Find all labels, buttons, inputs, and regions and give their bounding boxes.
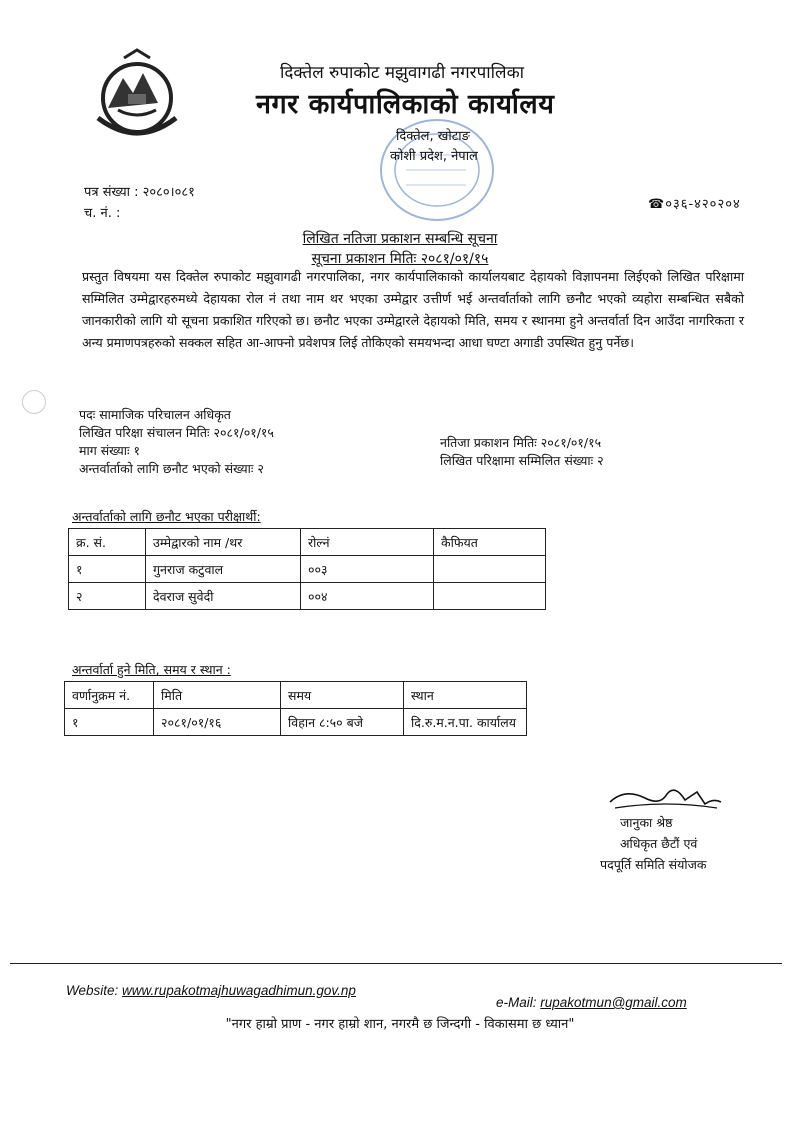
table-cell: १ bbox=[65, 709, 154, 736]
post-line: पदः सामाजिक परिचालन अधिकृत bbox=[79, 407, 231, 422]
dispatch-number: च. नं. : bbox=[84, 206, 121, 221]
punch-hole bbox=[22, 390, 46, 414]
result-date-line: नतिजा प्रकाशन मितिः २०८१/०१/१५ bbox=[440, 435, 602, 450]
column-header: समय bbox=[281, 682, 404, 709]
schedule-table bbox=[64, 681, 527, 736]
selected-candidates-table bbox=[68, 528, 546, 610]
table-cell: गुनराज कटुवाल bbox=[146, 556, 301, 583]
table-row bbox=[69, 556, 546, 583]
letter-number: पत्र संख्या : २०८०।०८१ bbox=[84, 185, 195, 200]
address-line-1: दिक्तेल, खोटाङ bbox=[396, 129, 470, 144]
selected-count-line: अन्तर्वार्ताको लागि छनौट भएको संख्याः २ bbox=[79, 461, 264, 476]
table-row bbox=[69, 583, 546, 610]
signatory-name: जानुका श्रेष्ठ bbox=[620, 815, 673, 830]
phone-number: ☎०३६-४२०२०४ bbox=[648, 197, 741, 212]
notice-body: प्रस्तुत विषयमा यस दिक्तेल रुपाकोट मझुवागढी नगरपालिका, नगर कार्यपालिकाको कार्यालयबाट देहायको विज्ञापनमा लिईएको लिखित परिक्षामा सम्मिलित उम्मेद्वारहरुमध्ये देहायका रोल नं तथा नाम थर भएका उम्मेद्वार उत्तीर्ण भई अन्तर्वार्ताको लागि छनौट भएको व्यहोरा सम्बन्धित सबैको जानकारीको लागि यो सूचना प्रकाशित गरिएको छ। छनौट भएका उम्मेद्वारले देहायको मिति, समय र स्थानमा हुने अन्तर्वार्ता दिन आउँदा नागरिकता र अन्य प्रमाणपत्रहरुको सक्कल सहित आ-आफ्नो प्रवेशपत्र लिई तोकिएको समयभन्दा आधा घण्टा अगाडी उपस्थित हुनु पर्नेछ। bbox=[82, 269, 744, 350]
signatory-title-2: पदपूर्ति समिति संयोजक bbox=[600, 857, 707, 872]
column-header: कैफियत bbox=[434, 529, 546, 556]
website-label: Website: bbox=[66, 983, 119, 998]
column-header: रोल्नं bbox=[301, 529, 434, 556]
info-left bbox=[79, 406, 274, 478]
table-cell: २०८१/०१/१६ bbox=[154, 709, 281, 736]
table-cell: देवराज सुवेदी bbox=[146, 583, 301, 610]
exam-date-line: लिखित परिक्षा संचालन मितिः २०८१/०१/१५ bbox=[79, 425, 274, 440]
demand-count-line: माग संख्याः १ bbox=[79, 443, 140, 458]
table-cell: विहान ८:५० बजे bbox=[281, 709, 404, 736]
email-line bbox=[496, 995, 687, 1010]
signatory-title-1: अधिकृत छैटौं एवं bbox=[620, 836, 698, 851]
schedule-heading: अन्तर्वार्ता हुने मिति, समय र स्थान : bbox=[72, 662, 231, 677]
info-right bbox=[440, 434, 604, 470]
footer-divider bbox=[10, 963, 782, 964]
table-cell: ००४ bbox=[301, 583, 434, 610]
notice-date: सूचना प्रकाशन मितिः २०८१/०१/१५ bbox=[311, 251, 489, 267]
column-header: क्र. सं. bbox=[69, 529, 146, 556]
table-cell: १ bbox=[69, 556, 146, 583]
municipality-name: दिक्तेल रुपाकोट मझुवागढी नगरपालिका bbox=[280, 63, 525, 83]
address-line-2: कोशी प्रदेश, नेपाल bbox=[390, 149, 478, 164]
table-row bbox=[65, 709, 527, 736]
table-cell: ००३ bbox=[301, 556, 434, 583]
participant-count-line: लिखित परिक्षामा सम्मिलित संख्याः २ bbox=[440, 453, 604, 468]
notice-title: लिखित नतिजा प्रकाशन सम्बन्धि सूचना bbox=[302, 231, 498, 247]
table-cell: २ bbox=[69, 583, 146, 610]
column-header: स्थान bbox=[404, 682, 527, 709]
column-header: मिति bbox=[154, 682, 281, 709]
selected-candidates-heading: अन्तर्वार्ताको लागि छनौट भएका परीक्षार्थी: bbox=[72, 509, 261, 524]
website-line bbox=[66, 983, 356, 998]
website-link[interactable]: www.rupakotmajhuwagadhimun.gov.np bbox=[122, 983, 356, 998]
email-link[interactable]: rupakotmun@gmail.com bbox=[540, 995, 687, 1010]
column-header: वर्णानुक्रम नं. bbox=[65, 682, 154, 709]
email-label: e-Mail: bbox=[496, 995, 537, 1010]
footer-slogan: "नगर हाम्रो प्राण - नगर हाम्रो शान, नगरमै छ जिन्दगी - विकासमा छ ध्यान" bbox=[225, 1017, 575, 1032]
office-name: नगर कार्यपालिकाको कार्यालय bbox=[256, 89, 555, 120]
table-cell bbox=[434, 583, 546, 610]
nepal-emblem-logo bbox=[88, 48, 186, 144]
column-header: उम्मेद्वारको नाम /थर bbox=[146, 529, 301, 556]
table-cell bbox=[434, 556, 546, 583]
table-cell: दि.रु.म.न.पा. कार्यालय bbox=[404, 709, 527, 736]
table-header-row bbox=[65, 682, 527, 709]
table-header-row bbox=[69, 529, 546, 556]
